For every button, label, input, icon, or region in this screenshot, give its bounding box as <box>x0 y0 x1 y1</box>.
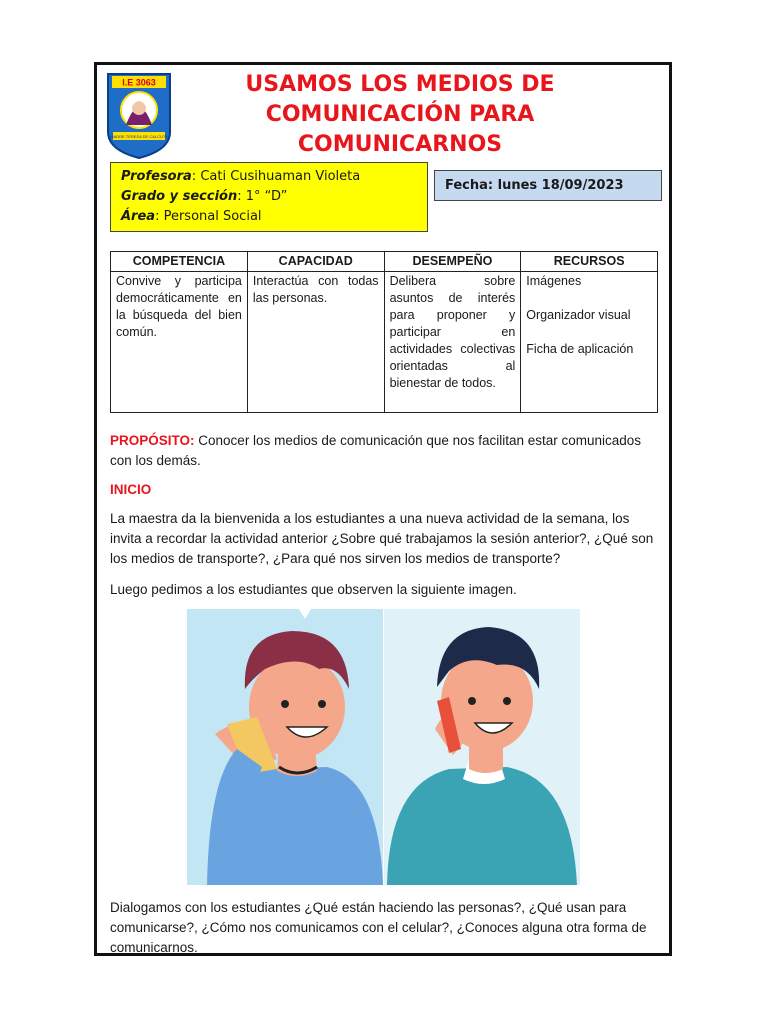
teacher-label: Profesora <box>121 169 192 184</box>
grade-value: 1° “D” <box>245 189 288 204</box>
cell-recursos <box>521 272 658 413</box>
teacher-value: Cati Cusihuaman Violeta <box>200 169 361 184</box>
cell-competencia: Convive y participa democráticamente en la búsqueda del bien común. <box>111 272 248 413</box>
logo-top-text: I.E 3063 <box>122 77 156 88</box>
grade-row: Grado y sección: 1° “D” <box>121 189 288 204</box>
recurso-item: Ficha de aplicación <box>526 342 634 356</box>
inicio-paragraph-2: Luego pedimos a los estudiantes que observen la siguiente imagen. <box>110 582 517 597</box>
title-line-2: COMUNICACIÓN PARA <box>265 102 535 127</box>
title-line-3: COMUNICARNOS <box>297 132 503 157</box>
header-desempeno: DESEMPEÑO <box>384 252 521 272</box>
page-title <box>190 70 610 160</box>
planning-table <box>110 251 658 413</box>
area-row: Área: Personal Social <box>121 209 262 224</box>
cell-capacidad: Interactúa con todas las personas. <box>247 272 384 413</box>
inicio-paragraph-3: Dialogamos con los estudiantes ¿Qué están haciendo las personas?, ¿Qué usan para comunicarse?, ¿Cómo nos comunicamos con el celular?, ¿Conoces alguna otra forma de comunicarnos. <box>110 900 647 955</box>
proposito-text: Conocer los medios de comunicación que nos facilitan estar comunicados con los demás. <box>110 433 642 468</box>
header-recursos: RECURSOS <box>521 252 658 272</box>
info-box <box>110 162 428 232</box>
proposito-paragraph <box>110 431 660 471</box>
recurso-item: Organizador visual <box>526 308 631 322</box>
proposito-label: PROPÓSITO: <box>110 433 195 448</box>
grade-label: Grado y sección <box>121 189 238 204</box>
title-line-1: USAMOS LOS MEDIOS DE <box>245 72 555 97</box>
phone-call-illustration <box>187 609 580 885</box>
teacher-row: Profesora: Cati Cusihuaman Violeta <box>121 169 361 184</box>
table-row <box>111 272 658 413</box>
area-label: Área <box>121 209 156 224</box>
header-competencia: COMPETENCIA <box>111 252 248 272</box>
header-capacidad: CAPACIDAD <box>247 252 384 272</box>
area-value: Personal Social <box>163 209 262 224</box>
recurso-item: Imágenes <box>526 274 582 288</box>
inicio-paragraph-1: La maestra da la bienvenida a los estudiantes a una nueva actividad de la semana, los invita a recordar la actividad anterior ¿Sobre qué trabajamos la sesión anterior?, ¿Qué son los medios de transporte?, ¿Para qué nos sirven los medios de transporte? <box>110 511 654 566</box>
inicio-heading: INICIO <box>110 482 152 497</box>
school-logo <box>104 70 174 160</box>
date-box: Fecha: lunes 18/09/2023 <box>434 170 662 201</box>
table-header-row <box>111 252 658 272</box>
cell-desempeno: Delibera sobre asuntos de interés para proponer y participar en actividades colectivas orientadas al bienestar de todos. <box>384 272 521 413</box>
logo-bottom-text: MADRE TERESA DE CALCUTA <box>110 134 168 139</box>
